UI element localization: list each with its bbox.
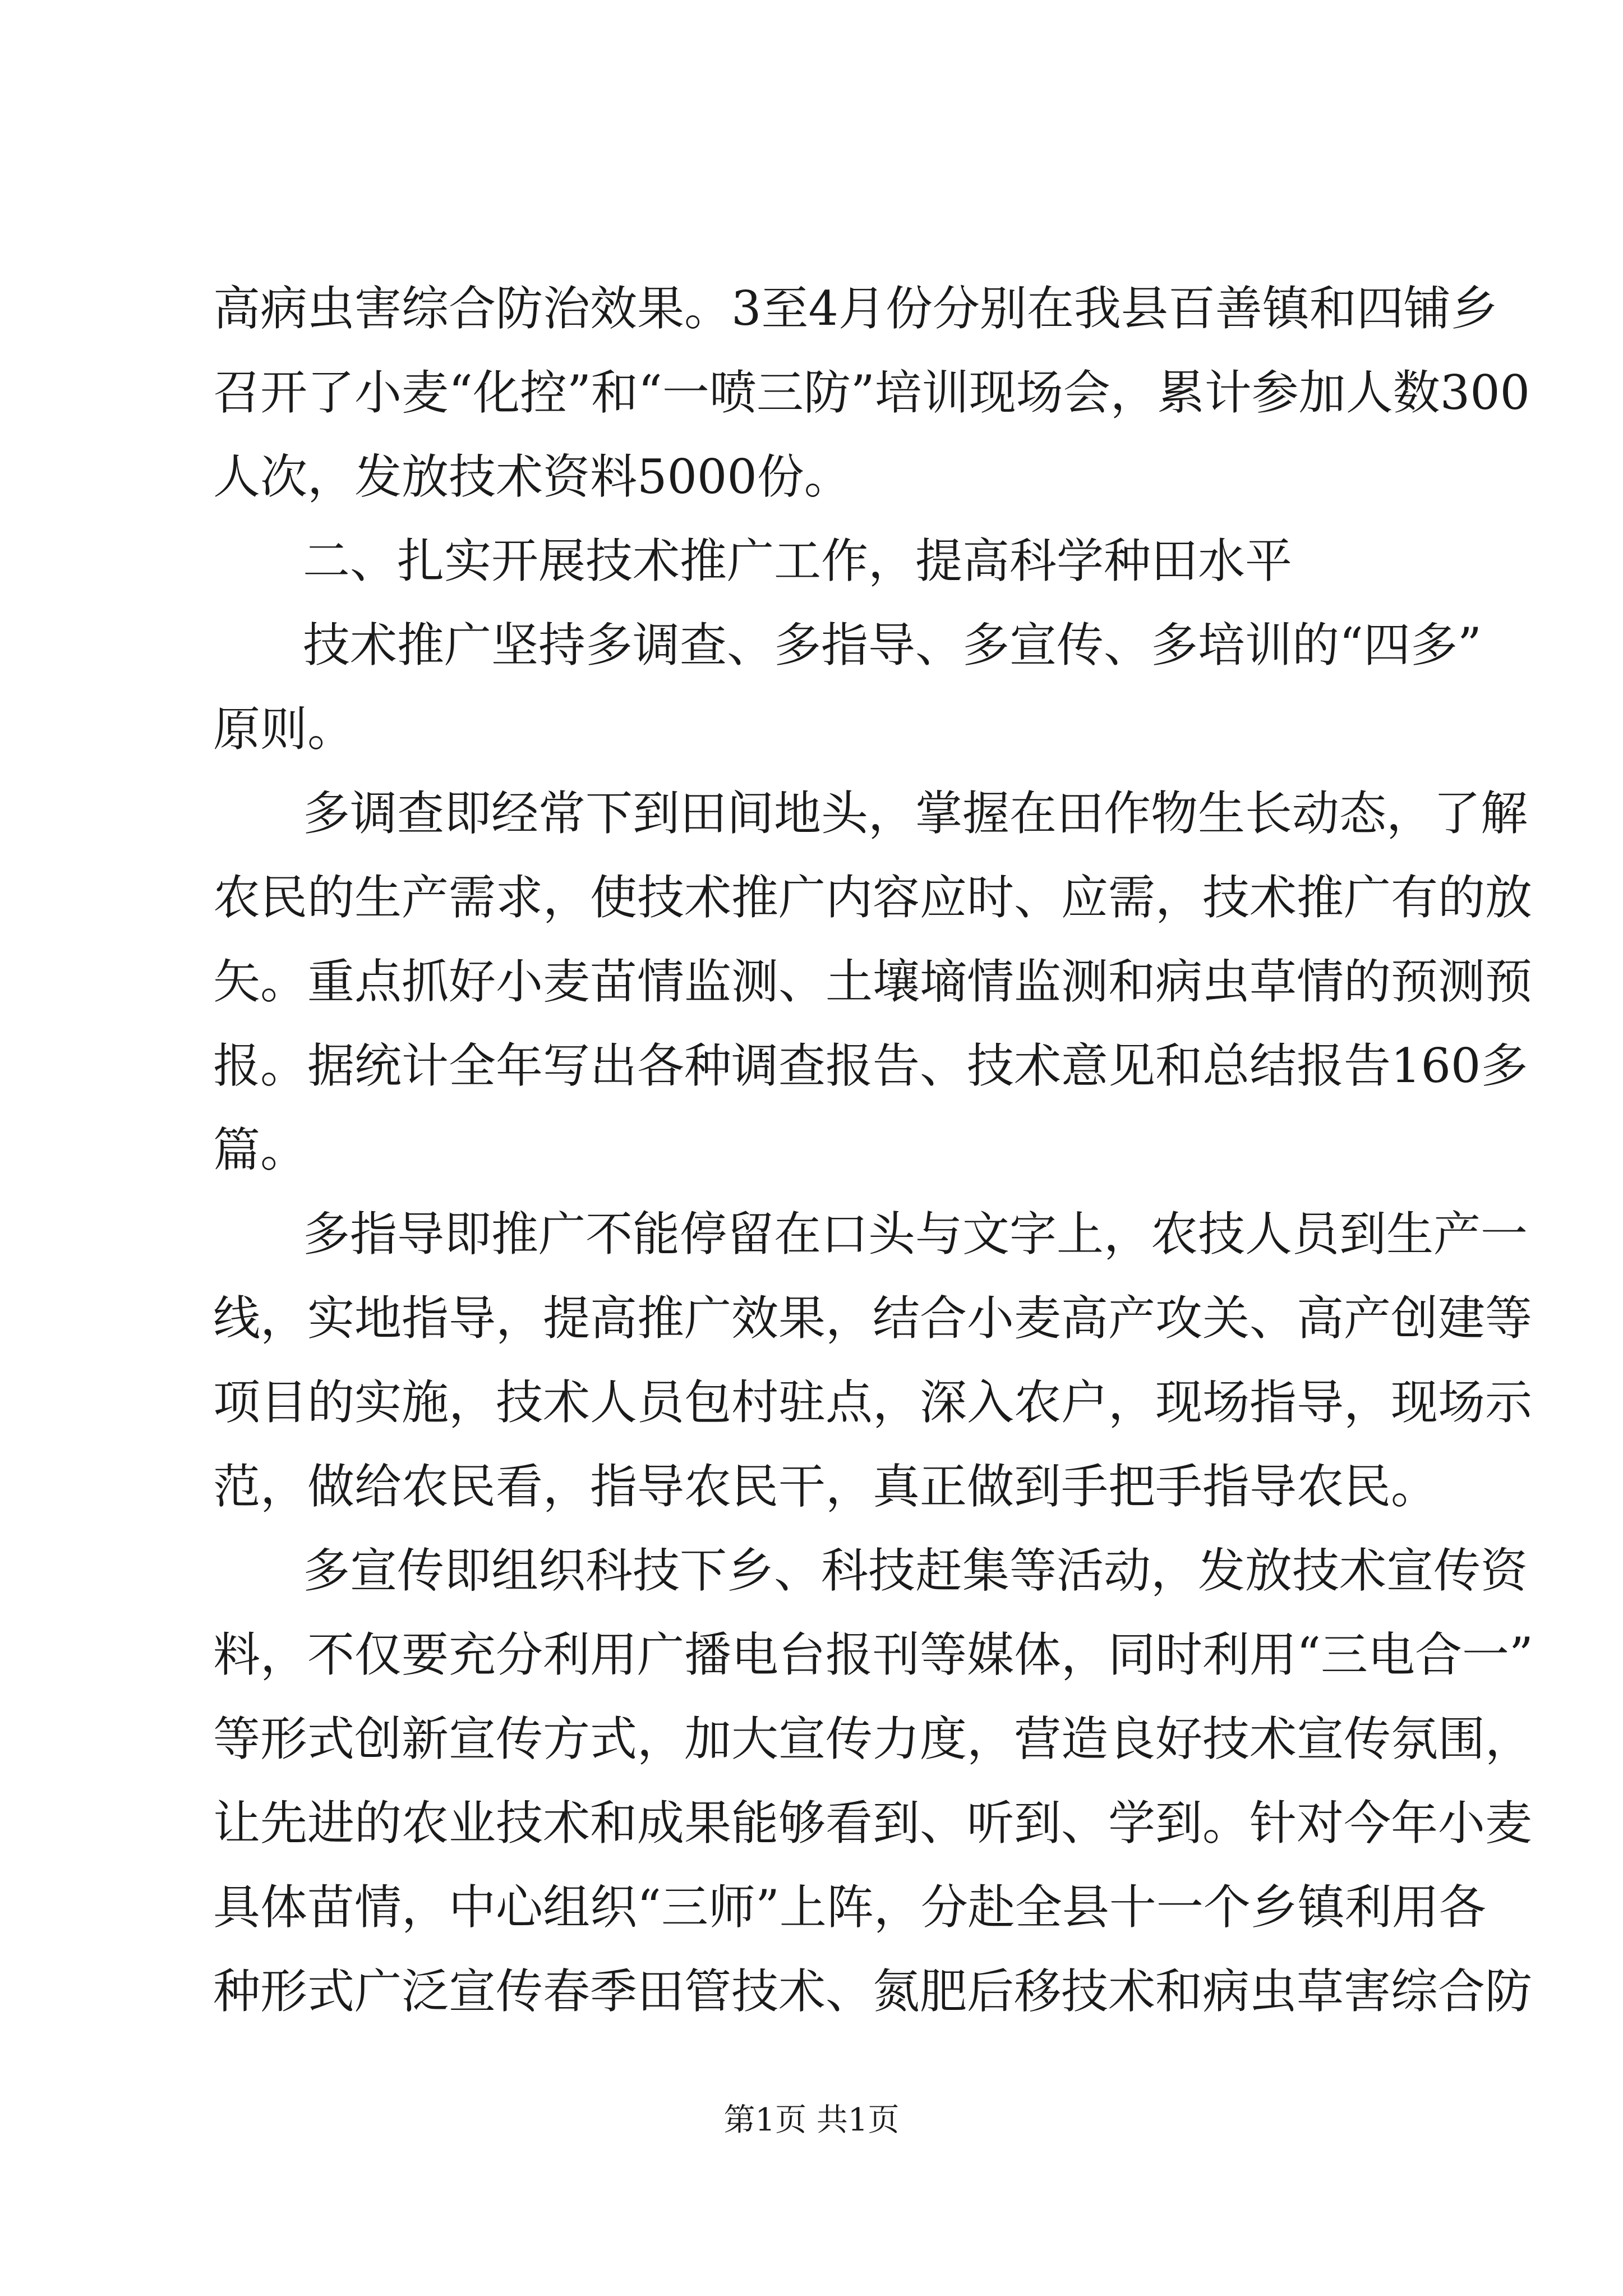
paragraph <box>213 1529 1533 2033</box>
text-line: 农民的生产需求，使技术推广内容应时、应需，技术推广有的放 <box>213 870 1533 925</box>
text-line: 报。据统计全年写出各种调查报告、技术意见和总结报告160多 <box>213 1038 1528 1093</box>
text-line: 项目的实施，技术人员包村驻点，深入农户，现场指导，现场示 <box>213 1375 1533 1430</box>
text-line: 原则。 <box>213 702 355 757</box>
text-line: 多宣传即组织科技下乡、科技赶集等活动，发放技术宣传资 <box>303 1543 1528 1598</box>
paragraph <box>213 771 1533 1192</box>
text-line: 召开了小麦“化控”和“一喷三防”培训现场会，累计参加人数300 <box>213 365 1530 420</box>
text-line: 料，不仅要充分利用广播电台报刊等媒体，同时利用“三电合一” <box>213 1627 1533 1682</box>
text-line: 人次，发放技术资料5000份。 <box>213 449 851 504</box>
text-line: 篇。 <box>213 1122 308 1177</box>
text-line: 范，做给农民看，指导农民干，真正做到手把手指导农民。 <box>213 1459 1438 1514</box>
text-line: 种形式广泛宣传春季田管技术、氮肥后移技术和病虫草害综合防 <box>213 1964 1533 2019</box>
text-line: 让先进的农业技术和成果能够看到、听到、学到。针对今年小麦 <box>213 1796 1533 1851</box>
text-line: 技术推广坚持多调查、多指导、多宣传、多培训的“四多” <box>303 618 1482 673</box>
text-line: 高病虫害综合防治效果。3至4月份分别在我县百善镇和四铺乡 <box>213 281 1498 336</box>
document-body <box>213 266 1533 2033</box>
paragraph <box>213 266 1530 519</box>
text-line: 二、扎实开展技术推广工作，提高科学种田水平 <box>303 533 1293 588</box>
paragraph <box>213 1192 1533 1529</box>
text-line: 矢。重点抓好小麦苗情监测、土壤墒情监测和病虫草情的预测预 <box>213 954 1533 1009</box>
text-line: 等形式创新宣传方式，加大宣传力度，营造良好技术宣传氛围， <box>213 1711 1533 1766</box>
paragraph <box>213 603 1482 771</box>
text-line: 多调查即经常下到田间地头，掌握在田作物生长动态，了解 <box>303 786 1528 841</box>
paragraph <box>213 519 1419 603</box>
text-line: 具体苗情，中心组织“三师”上阵，分赴全县十一个乡镇利用各 <box>213 1880 1486 1935</box>
text-line: 线，实地指导，提高推广效果，结合小麦高产攻关、高产创建等 <box>213 1291 1533 1346</box>
text-line: 多指导即推广不能停留在口头与文字上，农技人员到生产一 <box>303 1207 1528 1262</box>
page-footer: 第1页 共1页 <box>723 2102 900 2138</box>
